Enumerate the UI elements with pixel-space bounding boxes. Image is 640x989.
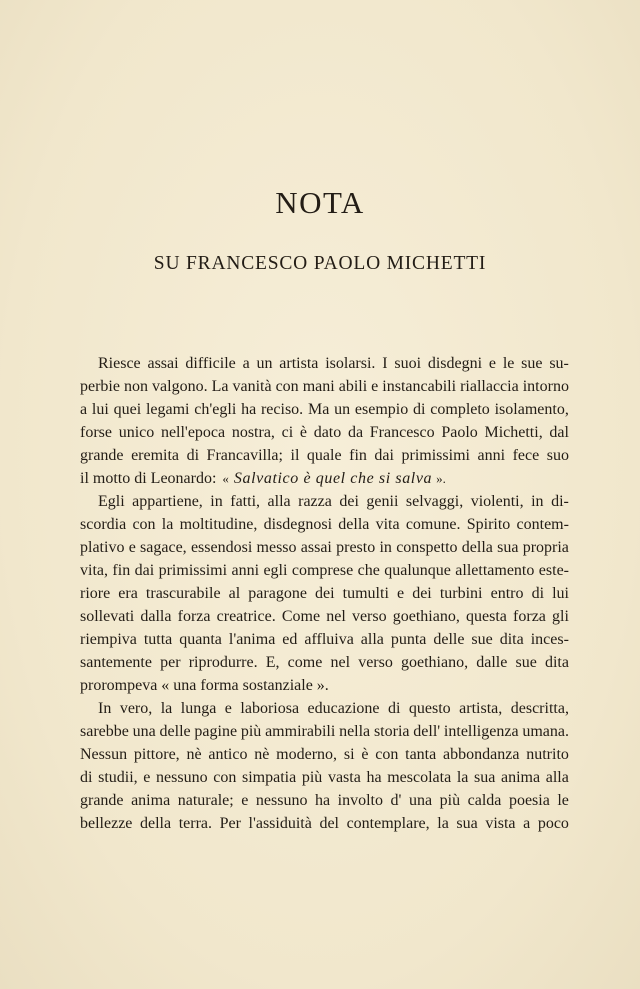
text-line	[80, 490, 569, 513]
word: questa	[466, 608, 507, 625]
word: la	[437, 815, 449, 832]
word: vita	[375, 516, 400, 533]
word: di	[186, 447, 200, 464]
word: vista	[485, 815, 516, 832]
word: sarebbe	[80, 723, 129, 740]
word: vasta	[327, 769, 361, 786]
word: reciso.	[260, 401, 304, 418]
text-line	[80, 559, 569, 582]
word: artista	[279, 355, 319, 372]
word: esempio	[354, 401, 409, 418]
word: essendosi	[190, 539, 253, 556]
word: più	[240, 723, 262, 740]
word: poesia	[508, 792, 550, 809]
word: paragone	[248, 585, 307, 602]
word: più	[301, 769, 323, 786]
word: disdegni	[427, 355, 483, 372]
word: per	[160, 654, 181, 671]
word: questo	[408, 700, 451, 717]
text-line	[80, 651, 569, 674]
word: Egli	[98, 493, 125, 510]
word: simpatia	[242, 769, 297, 786]
word: calda	[467, 792, 502, 809]
text-line	[80, 605, 569, 628]
word: con	[375, 746, 399, 763]
page-title: NOTA	[275, 185, 365, 220]
word: trascurabile	[145, 585, 221, 602]
word: a	[80, 401, 88, 418]
word: goethiano,	[392, 608, 460, 625]
word: suo	[546, 447, 569, 464]
word: assai	[147, 355, 179, 372]
word: ci	[281, 424, 294, 441]
word: una	[408, 792, 433, 809]
word: è	[361, 746, 369, 763]
word: riprodurre.	[188, 654, 258, 671]
word: la	[161, 516, 174, 533]
text-line	[80, 421, 569, 444]
word: La	[211, 378, 229, 395]
word: anima	[131, 792, 171, 809]
word: terra.	[178, 815, 212, 832]
word: in	[531, 493, 544, 510]
word: di	[413, 401, 426, 418]
text-line	[80, 766, 569, 789]
text-line	[80, 812, 569, 835]
word: dei	[339, 493, 359, 510]
word: vanità	[232, 378, 272, 395]
word: isolarsi.	[325, 355, 376, 372]
word: sue	[471, 631, 493, 648]
word: creatrice.	[216, 608, 276, 625]
word: sollevati	[80, 608, 135, 625]
word: un	[256, 355, 273, 372]
word: dita	[544, 654, 569, 671]
word: mani	[302, 378, 335, 395]
text-line	[80, 375, 569, 398]
word: anima	[500, 769, 541, 786]
word: grande	[80, 792, 124, 809]
word: genii	[366, 493, 399, 510]
word: completo	[430, 401, 490, 418]
word: dei	[412, 585, 432, 602]
word: grande	[80, 447, 124, 464]
word: della	[461, 539, 493, 556]
word: era	[118, 585, 138, 602]
word: nell'epoca	[160, 424, 226, 441]
word: sua	[474, 769, 496, 786]
word: legami	[145, 401, 190, 418]
word: e	[371, 378, 379, 395]
word: dalle	[476, 654, 508, 671]
word: inces-	[530, 631, 569, 648]
word: dai	[374, 447, 394, 464]
word: educazione	[307, 700, 380, 717]
word: anni	[477, 447, 506, 464]
word: l'anima	[228, 631, 276, 648]
page-subtitle: SU FRANCESCO PAOLO MICHETTI	[153, 253, 487, 274]
word: moltitudine,	[179, 516, 258, 533]
word: ha	[366, 769, 382, 786]
word: alla	[267, 493, 291, 510]
text-line: prorompeva « una forma sostanziale ».	[80, 677, 329, 694]
text-line	[80, 697, 569, 720]
word: storia	[373, 723, 410, 740]
word: quanta	[179, 631, 222, 648]
word: quei	[113, 401, 142, 418]
word: sue	[521, 355, 543, 372]
word: goethiano,	[401, 654, 469, 671]
word: nè	[254, 746, 270, 763]
word: intelligenza	[443, 723, 519, 740]
word: riempiva	[80, 631, 137, 648]
word: ammirabili	[265, 723, 336, 740]
word: vero,	[119, 700, 153, 717]
word: tutta	[143, 631, 173, 648]
word: di	[387, 700, 401, 717]
word: la	[160, 700, 173, 717]
word: contemplare,	[346, 815, 430, 832]
word: qualunque	[384, 562, 451, 579]
word: del	[319, 815, 339, 832]
word: disdegnosi	[263, 516, 333, 533]
word: studii,	[98, 769, 138, 786]
word: Francavilla;	[206, 447, 283, 464]
word: abbondanza	[443, 746, 520, 763]
word: lui	[552, 585, 569, 602]
word: forza	[513, 608, 546, 625]
word: Francesco	[369, 424, 435, 441]
word: una	[132, 723, 156, 740]
word: e	[143, 769, 151, 786]
word: riallaccia	[460, 378, 519, 395]
word: a	[523, 815, 531, 832]
word: dal	[549, 424, 569, 441]
word: involto	[337, 792, 383, 809]
word: verso	[351, 608, 387, 625]
word: intorno	[522, 378, 569, 395]
word: e	[128, 539, 136, 556]
word: ha	[315, 792, 331, 809]
leonardo-motto: Salvatico è quel che si salva	[233, 470, 433, 487]
word: presto	[336, 539, 376, 556]
word: allettamento	[455, 562, 535, 579]
word: nella	[339, 723, 371, 740]
word: d'	[390, 792, 402, 809]
word: este-	[538, 562, 569, 579]
text-line	[80, 398, 569, 421]
word: antico	[208, 746, 248, 763]
text-line	[80, 513, 569, 536]
word: a	[242, 355, 250, 372]
motto-prefix: il motto di Leonardo:	[80, 470, 217, 487]
word: con	[275, 378, 299, 395]
word: difficile	[185, 355, 236, 372]
word: Michetti,	[484, 424, 543, 441]
text-line	[80, 789, 569, 812]
word: I	[382, 355, 388, 372]
word: Per	[219, 815, 241, 832]
word: laboriosa	[240, 700, 300, 717]
motto-open-quote: «	[222, 471, 229, 486]
word: fece	[512, 447, 540, 464]
word: più	[439, 792, 461, 809]
word: eremita	[131, 447, 180, 464]
word: Spirito	[466, 516, 511, 533]
word: alla	[360, 631, 384, 648]
word: che	[357, 562, 380, 579]
word: riore	[80, 585, 111, 602]
word: nel	[326, 608, 346, 625]
text-line	[80, 582, 569, 605]
word: e	[241, 792, 249, 809]
word: comprese	[291, 562, 354, 579]
word: valgono.	[152, 378, 208, 395]
word: su-	[549, 355, 569, 372]
word: selvaggi,	[405, 493, 464, 510]
word: dai	[134, 562, 155, 579]
word: sagace,	[140, 539, 187, 556]
word: delle	[159, 723, 191, 740]
word: poco	[537, 815, 569, 832]
word: è	[299, 424, 307, 441]
word: Come	[281, 608, 321, 625]
word: dato	[313, 424, 342, 441]
motto-close-quote: ».	[436, 471, 446, 486]
word: bellezze	[80, 815, 133, 832]
word: della	[140, 815, 172, 832]
word: come	[287, 654, 323, 671]
word: perbie	[80, 378, 120, 395]
word: Nessun	[80, 746, 128, 763]
word: assai	[300, 539, 332, 556]
word: nè	[186, 746, 202, 763]
word: E,	[265, 654, 280, 671]
word: descritta,	[510, 700, 569, 717]
word: santemente	[80, 654, 152, 671]
word: punta	[390, 631, 427, 648]
word: razza	[298, 493, 332, 510]
word: verso	[358, 654, 393, 671]
word: in	[210, 493, 223, 510]
word: dalla	[140, 608, 172, 625]
word: dell'	[413, 723, 441, 740]
word: nessuno	[255, 792, 308, 809]
word: umana.	[522, 723, 569, 740]
word: lunga	[180, 700, 217, 717]
word: messo	[256, 539, 297, 556]
word: lui	[91, 401, 109, 418]
word: nostra,	[231, 424, 275, 441]
word: un	[334, 401, 351, 418]
word: primissimi	[158, 562, 228, 579]
word: tanta	[405, 746, 437, 763]
word: forza	[177, 608, 211, 625]
word: il	[290, 447, 300, 464]
word: con	[213, 769, 237, 786]
word: e	[396, 585, 405, 602]
word: entro	[490, 585, 524, 602]
text-line	[80, 536, 569, 559]
word: nutrito	[526, 746, 569, 763]
word: non	[124, 378, 148, 395]
word: della	[338, 516, 370, 533]
word: e	[224, 700, 232, 717]
word: le	[502, 355, 515, 372]
word: sua	[497, 539, 519, 556]
word: conspetto	[396, 539, 458, 556]
word: turbini	[439, 585, 483, 602]
word: appartiene,	[132, 493, 203, 510]
word: In	[98, 700, 112, 717]
motto-line	[80, 467, 569, 490]
word: la	[456, 769, 469, 786]
word: con	[132, 516, 156, 533]
word: pittore,	[133, 746, 180, 763]
word: contem-	[516, 516, 569, 533]
word: ha	[241, 401, 257, 418]
text-line	[80, 720, 569, 743]
word: naturale;	[177, 792, 234, 809]
word: in	[379, 539, 392, 556]
word: e	[488, 355, 496, 372]
word: comune.	[405, 516, 461, 533]
text-line	[80, 743, 569, 766]
word: dita	[499, 631, 524, 648]
word: l'assiduità	[248, 815, 312, 832]
word: pagine	[194, 723, 238, 740]
word: scordia	[80, 516, 127, 533]
word: forse	[80, 424, 112, 441]
word: propria	[522, 539, 569, 556]
word: ed	[282, 631, 298, 648]
word: al	[228, 585, 241, 602]
word: gli	[552, 608, 569, 625]
word: egli	[263, 562, 288, 579]
word: affluiva	[304, 631, 354, 648]
word: ch'egli	[194, 401, 237, 418]
word: dei	[315, 585, 335, 602]
word: Paolo	[441, 424, 478, 441]
word: nessuno	[156, 769, 208, 786]
word: fin	[112, 562, 131, 579]
word: delle	[433, 631, 465, 648]
word: violenti,	[470, 493, 524, 510]
word: di	[531, 585, 545, 602]
word: artista,	[459, 700, 503, 717]
word: sua	[456, 815, 478, 832]
text-line	[80, 352, 569, 375]
word: fin	[349, 447, 367, 464]
word: sue	[515, 654, 537, 671]
word: di	[80, 769, 93, 786]
text-line	[80, 628, 569, 651]
text-line	[80, 444, 569, 467]
word: fatti,	[230, 493, 261, 510]
word: instancabili	[382, 378, 457, 395]
word: abili	[338, 378, 368, 395]
word: le	[557, 792, 569, 809]
word: Riesce	[98, 355, 141, 372]
word: moderno,	[276, 746, 338, 763]
word: vita,	[80, 562, 108, 579]
word: Ma	[307, 401, 330, 418]
word: unico	[118, 424, 155, 441]
word: anni	[231, 562, 260, 579]
word: isolamento,	[494, 401, 569, 418]
word: di-	[551, 493, 569, 510]
word: mescolata	[387, 769, 452, 786]
body-text	[80, 352, 569, 835]
word: quale	[306, 447, 342, 464]
word: alla	[545, 769, 569, 786]
word: tumulti	[342, 585, 389, 602]
word: nel	[330, 654, 351, 671]
word: si	[343, 746, 355, 763]
word: plativo	[80, 539, 125, 556]
word: primissimi	[401, 447, 470, 464]
word: da	[347, 424, 364, 441]
word: suoi	[394, 355, 422, 372]
